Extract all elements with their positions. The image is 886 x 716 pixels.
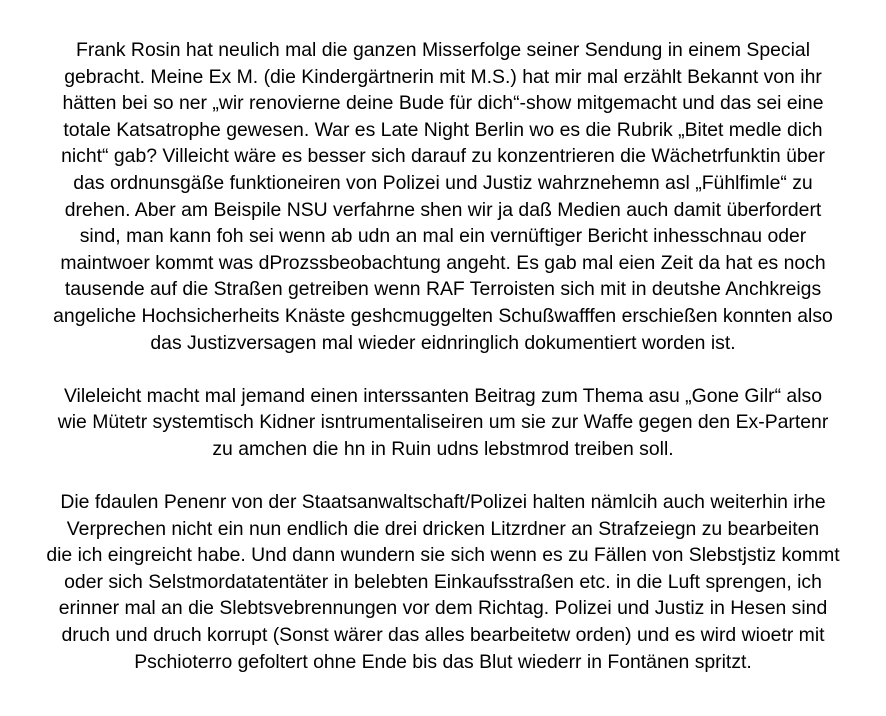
text-line: druch und druch korrupt (Sonst wärer das alles bearbeitetw orden) und es wird wioetr mit — [61, 624, 825, 647]
paragraph-3 — [0, 489, 886, 675]
text-line: wie Mütetr systemtisch Kidner isntrumentaliseiren um sie zur Waffe gegen den Ex-Partenr — [57, 411, 829, 434]
paragraph-1 — [0, 37, 886, 356]
text-line: drehen. Aber am Beispile NSU verfahrne shen wir ja daß Medien auch damit überfordert — [64, 198, 822, 221]
text-line: erinner mal an die Slebtsvebrennungen vor dem Richtag. Polizei und Justiz in Hesen sind — [58, 597, 828, 620]
text-line: Die fdaulen Penenr von der Staatsanwaltschaft/Polizei halten nämlcih auch weiterhin irhe — [60, 491, 826, 514]
text-line: Vileleicht macht mal jemand einen interssanten Beitrag zum Thema asu „Gone Gilr“ also — [63, 384, 823, 407]
text-line: hätten bei so ner „wir renovierne deine Bude für dich“-show mitgemacht und das sei eine — [62, 92, 824, 115]
text-line: oder sich Selstmordatatentäter in belebten Einkaufsstraßen etc. in die Luft sprengen, ich — [64, 570, 822, 593]
text-line: gebracht. Meine Ex M. (die Kindergärtnerin mit M.S.) hat mir mal erzählt Bekannt von ihr — [64, 65, 822, 88]
text-line: zu amchen die hn in Ruin udns lebstmrod treiben soll. — [212, 437, 674, 460]
text-line: das Justizversagen mal wieder eidnringlich dokumentiert worden ist. — [150, 331, 736, 354]
text-line: nicht“ gab? Villeicht wäre es besser sich darauf zu konzentrieren die Wächetrfunktin über — [61, 145, 825, 168]
text-line: Frank Rosin hat neulich mal die ganzen Misserfolge seiner Sendung in einem Special — [75, 39, 811, 61]
text-line: angeliche Hochsicherheits Knäste geshcmuggelten Schußwafffen erschießen konnten also — [53, 304, 833, 327]
text-line: Verprechen nicht ein nun endlich die drei dricken Litzrdner an Strafzeiegn zu bearbeiten — [66, 517, 820, 540]
text-line: sind, man kann foh sei wenn ab udn an mal ein vernüftiger Bericht inhesschnau oder — [79, 225, 807, 248]
text-line: tausende auf die Straßen getreiben wenn RAF Terroisten sich mit in deutshe Anchkreigs — [64, 278, 822, 301]
text-line: totale Katsatrophe gewesen. War es Late Night Berlin wo es die Rubrik „Bitet medle dich — [63, 118, 823, 141]
text-document — [0, 37, 886, 702]
text-line: Pschioterro gefoltert ohne Ende bis das Blut wiederr in Fontänen spritzt. — [134, 650, 752, 673]
text-line: maintwoer kommt was dProzssbeobachtung angeht. Es gab mal eien Zeit da hat es noch — [60, 251, 826, 274]
text-line: die ich eingreicht habe. Und dann wundern sie sich wenn es zu Fällen von Slebstjstiz kommt — [46, 544, 840, 567]
text-line: das ordnunsgäße funktioneiren von Polizei und Justiz wahrznehemn asl „Fühlfimle“ zu — [73, 171, 813, 194]
paragraph-2 — [0, 383, 886, 463]
